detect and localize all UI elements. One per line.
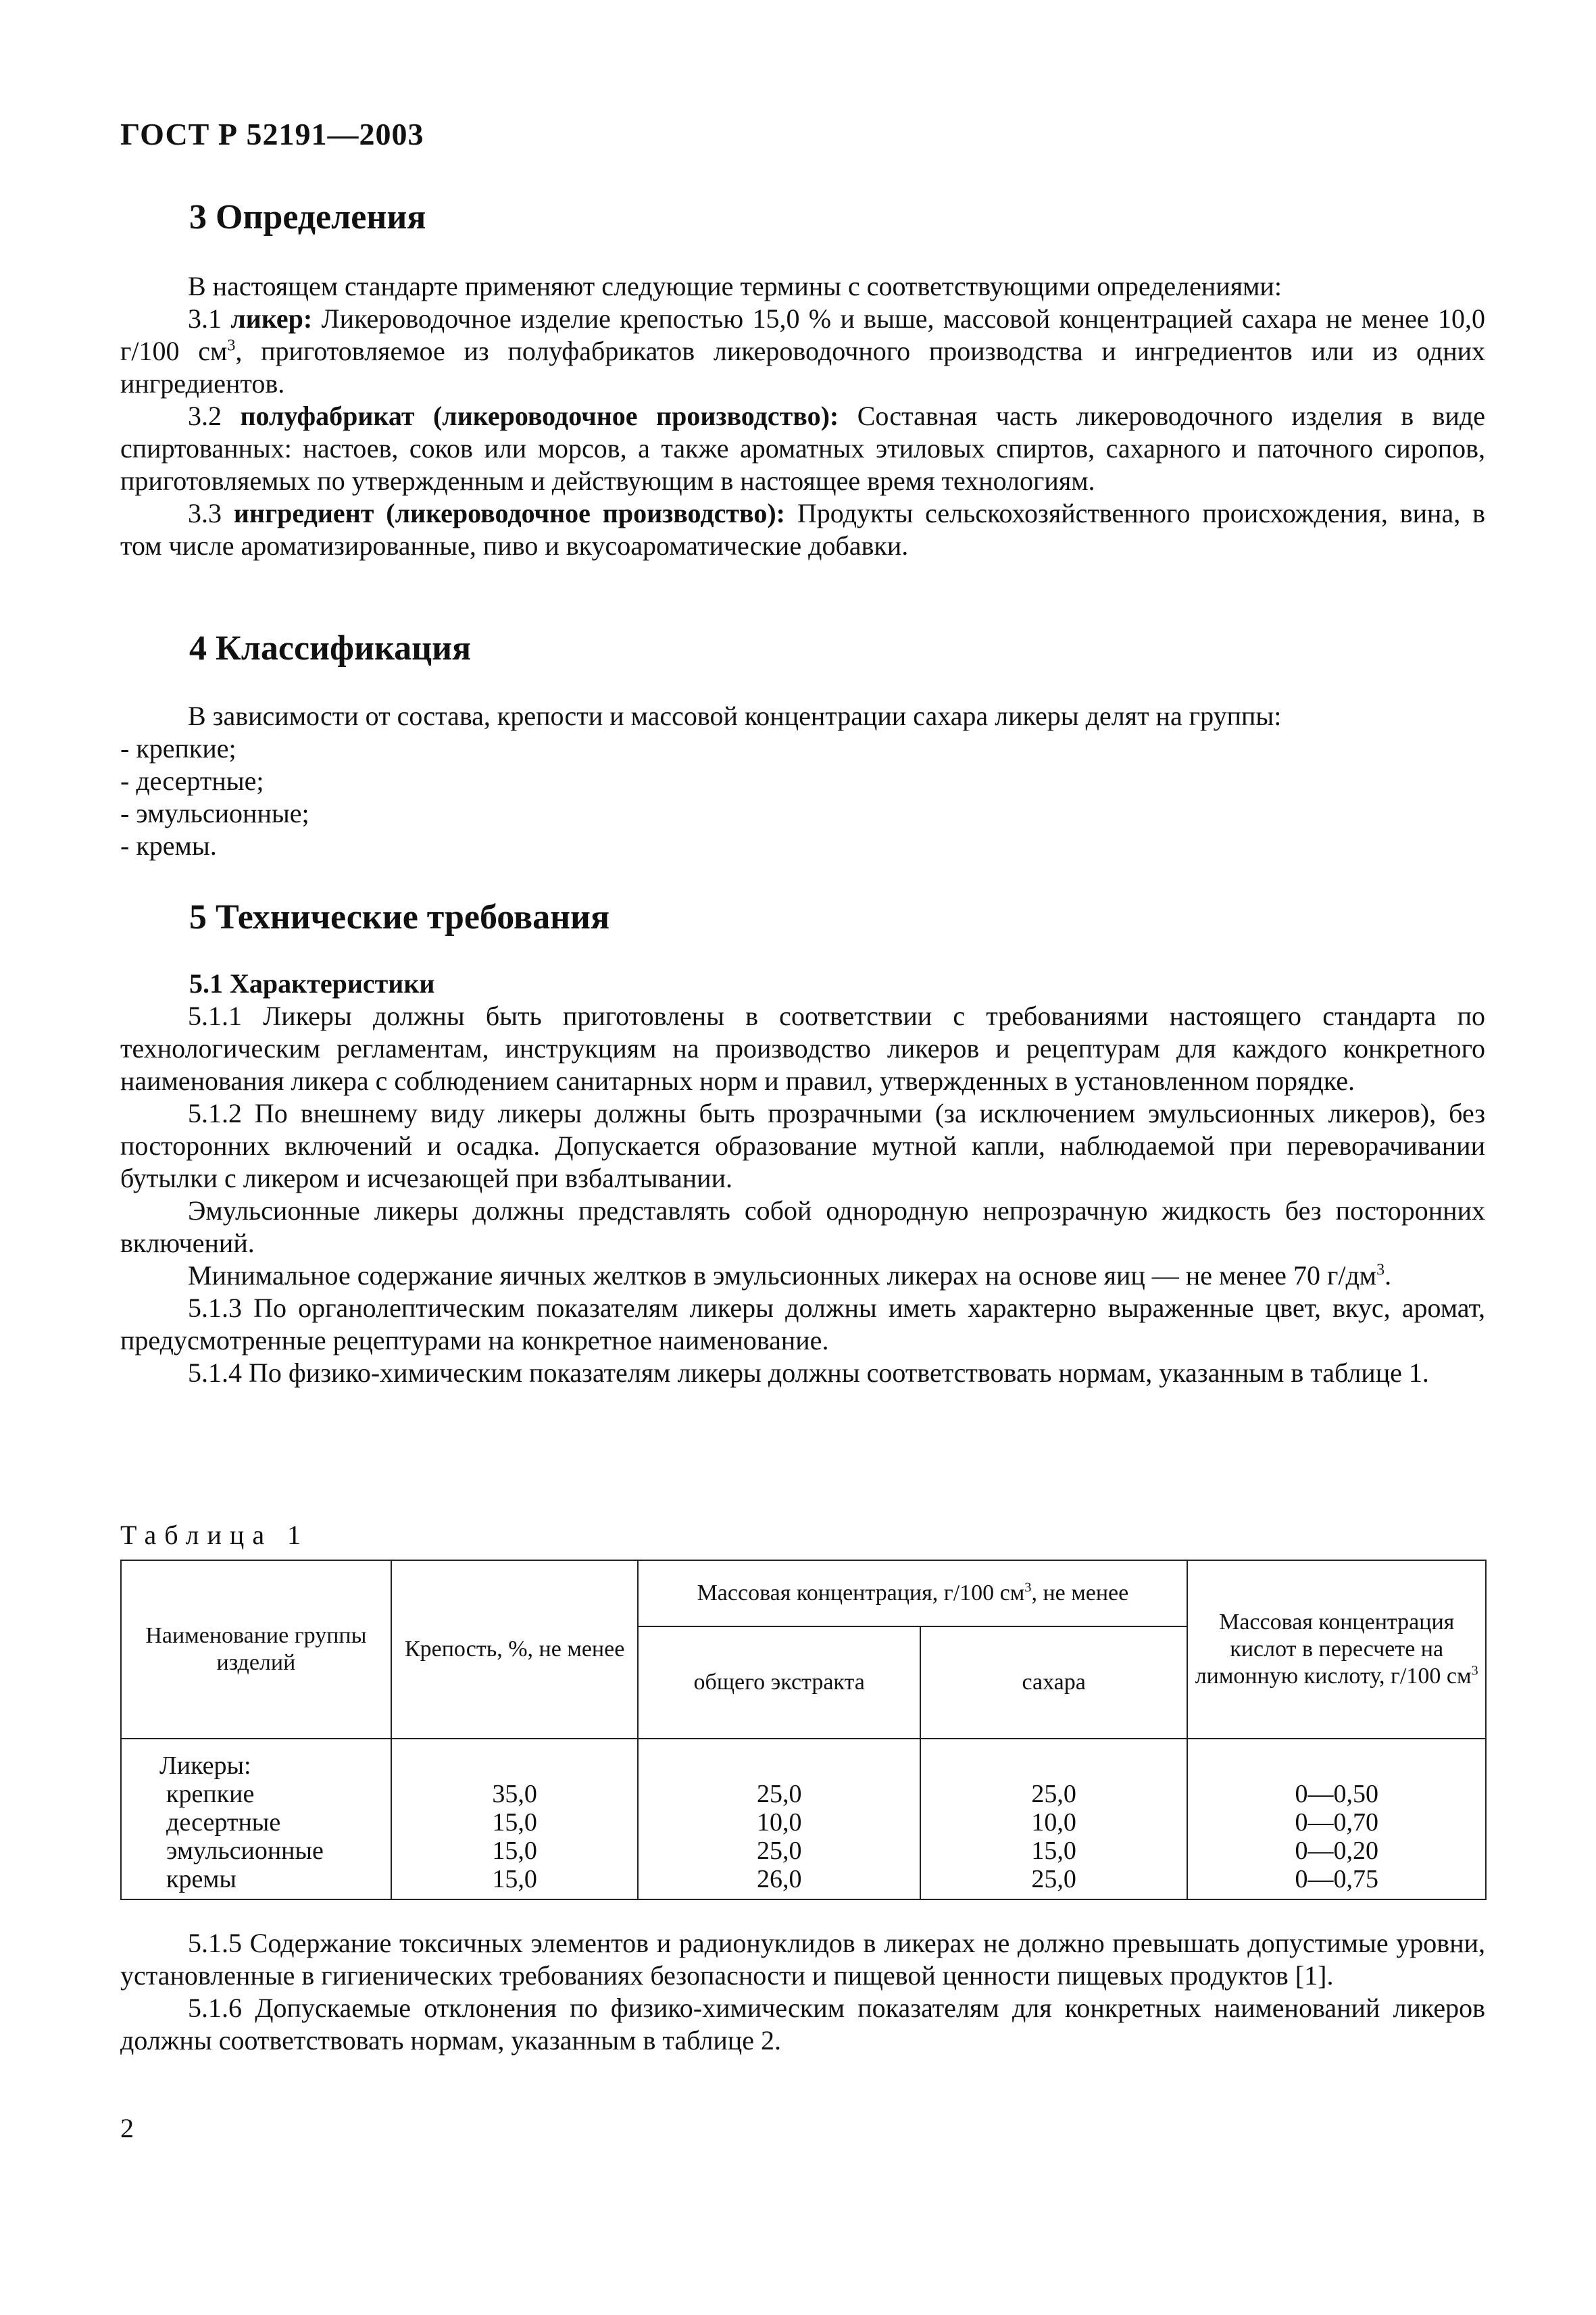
list-item: - десертные; [120,766,264,796]
extract-values-cell [638,1739,920,1899]
extract-value: 10,0 [756,1808,802,1837]
definition-number: 3.3 [188,498,222,528]
definition-text-cont: , приготовляемое из полуфабрикатов ликероводочного производства и ингредиентов или из одних ингредиентов. [120,336,1486,399]
paragraph-5-1-2-emulsion: Эмульсионные ликеры должны представлять собой однородную непрозрачную жидкость без посторонних включений. [120,1195,1485,1258]
definition-number: 3.2 [188,401,222,431]
header-total-extract: общего экстракта [638,1626,920,1739]
table-caption: Таблица 1 [120,1520,309,1550]
definition-term: полуфабрикат (ликероводочное производство): [240,401,839,431]
acid-values-cell [1187,1739,1486,1899]
section-4-title: 4 Классификация [189,629,472,668]
extract-value: 25,0 [756,1837,802,1865]
definition-text: Ликероводочное изделие крепостью 15,0 % и выше, массовой концентрацией сахара не менее 10,0 г/100 см [120,303,1486,366]
header-strength: Крепость, %, не менее [391,1560,639,1739]
paragraph-5-1-1: 5.1.1 Ликеры должны быть приготовлены в соответствии с требованиями настоящего стандарта по технологическим регламентам, инструкциям на производство ликеров и рецептурам для каждого конкретного наименования ликера с соблюдением санитарных норм и правил, утвержденных в установленном порядке. [120,1001,1485,1096]
page-number: 2 [120,2113,134,2143]
table-1 [120,1560,1487,1900]
header-group-name: Наименование группы изделий [121,1560,391,1739]
yolk-text-end: . [1385,1260,1392,1291]
definition-3-1 [120,303,1485,400]
sugar-value: 10,0 [1031,1808,1076,1837]
acid-value: 0—0,20 [1295,1837,1378,1865]
section-4-intro: В зависимости от состава, крепости и массовой концентрации сахара ликеры делят на группы: [188,701,1282,731]
group-label: Ликеры: [159,1751,251,1780]
paragraph-5-1-2-yolk [120,1260,1485,1292]
extract-value: 25,0 [756,1780,802,1808]
section-4-body [120,700,1485,862]
header-acid-concentration: Массовая концентрация кислот в пересчете на лимонную кислоту, г/100 $см^3$ [1187,1560,1486,1739]
subsection-5-1-title: 5.1 Характеристики [189,968,435,999]
sugar-value: 25,0 [1031,1780,1076,1808]
paragraph-5-1-5: 5.1.5 Содержание токсичных элементов и радионуклидов в ликерах не должно превышать допустимые уровни, установленные в гигиенических требованиях безопасности и пищевой ценности пищевых продуктов [1]. [120,1928,1485,1991]
section-5-body [120,1000,1485,1389]
section-3-body [120,270,1485,562]
sugar-value: 25,0 [1031,1865,1076,1893]
sugar-value: 15,0 [1031,1837,1076,1865]
definition-3-3 [120,497,1485,562]
table-row-name: эмульсионные [166,1837,324,1865]
strength-value: 15,0 [492,1808,537,1837]
table-row-name: крепкие [166,1780,255,1808]
superscript: 3 [227,337,236,355]
paragraph-5-1-4: 5.1.4 По физико-химическим показателям ликеры должны соответствовать нормам, указанным в таблице 1. [188,1358,1429,1388]
group-names-cell [121,1739,391,1899]
strength-value: 35,0 [492,1780,537,1808]
superscript: 3 [1376,1261,1385,1279]
table-row-name: десертные [166,1808,281,1837]
paragraph-5-1-2: 5.1.2 По внешнему виду ликеры должны быть прозрачными (за исключением эмульсионных ликеров), без посторонних включений и осадка. Допускается образование мутной капли, наблюдаемой при переворачивании бутылки с ликером и исчезающей при взбалтывании. [120,1098,1485,1193]
list-item: - крепкие; [120,733,236,764]
definition-number: 3.1 [188,303,222,334]
section-5-title: 5 Технические требования [189,898,610,937]
extract-value: 26,0 [756,1865,802,1893]
definition-text: Продукты сельскохозяйственного происхождения, вина, в том числе ароматизированные, пиво и вкусоароматические добавки. [120,498,1486,561]
acid-value: 0—0,75 [1295,1865,1378,1893]
section-5-body-cont [120,1927,1485,2057]
yolk-text: Минимальное содержание яичных желтков в эмульсионных ликерах на основе яиц — не менее 70 г/дм [188,1260,1377,1291]
list-item: - эмульсионные; [120,798,309,828]
paragraph-5-1-3: 5.1.3 По органолептическим показателям ликеры должны иметь характерно выраженные цвет, вкус, аромат, предусмотренные рецептурами на конкретное наименование. [120,1293,1485,1355]
table-body-row [121,1739,1486,1899]
header-mass-concentration: Массовая концентрация, г/100 $см^3$, не менее [638,1560,1187,1626]
definition-3-2 [120,400,1485,497]
strength-value: 15,0 [492,1865,537,1893]
paragraph-5-1-6: 5.1.6 Допускаемые отклонения по физико-химическим показателям для конкретных наименований ликеров должны соответствовать нормам, указанным в таблице 2. [120,1993,1485,2056]
definition-term: ликер: [230,303,313,334]
definition-term: ингредиент (ликероводочное производство): [233,498,785,528]
sugar-values-cell [920,1739,1187,1899]
header-sugar: сахара [920,1626,1187,1739]
document-code: ГОСТ Р 52191—2003 [120,117,424,151]
acid-value: 0—0,50 [1295,1780,1378,1808]
table-row-name: кремы [166,1865,236,1893]
strength-value: 15,0 [492,1837,537,1865]
list-item: - кремы. [120,830,217,861]
acid-value: 0—0,70 [1295,1808,1378,1837]
definition-text: Составная часть ликероводочного изделия в виде спиртованных: настоев, соков или морсов, а также ароматных этиловых спиртов, сахарного и паточного сиропов, приготовляемых по утвержденным и действующим в настоящее время технологиям. [120,401,1485,496]
section-3-intro: В настоящем стандарте применяют следующие термины с соответствующими определениями: [188,271,1282,301]
strength-values-cell [391,1739,639,1899]
section-3-title: 3 Определения [189,198,426,237]
